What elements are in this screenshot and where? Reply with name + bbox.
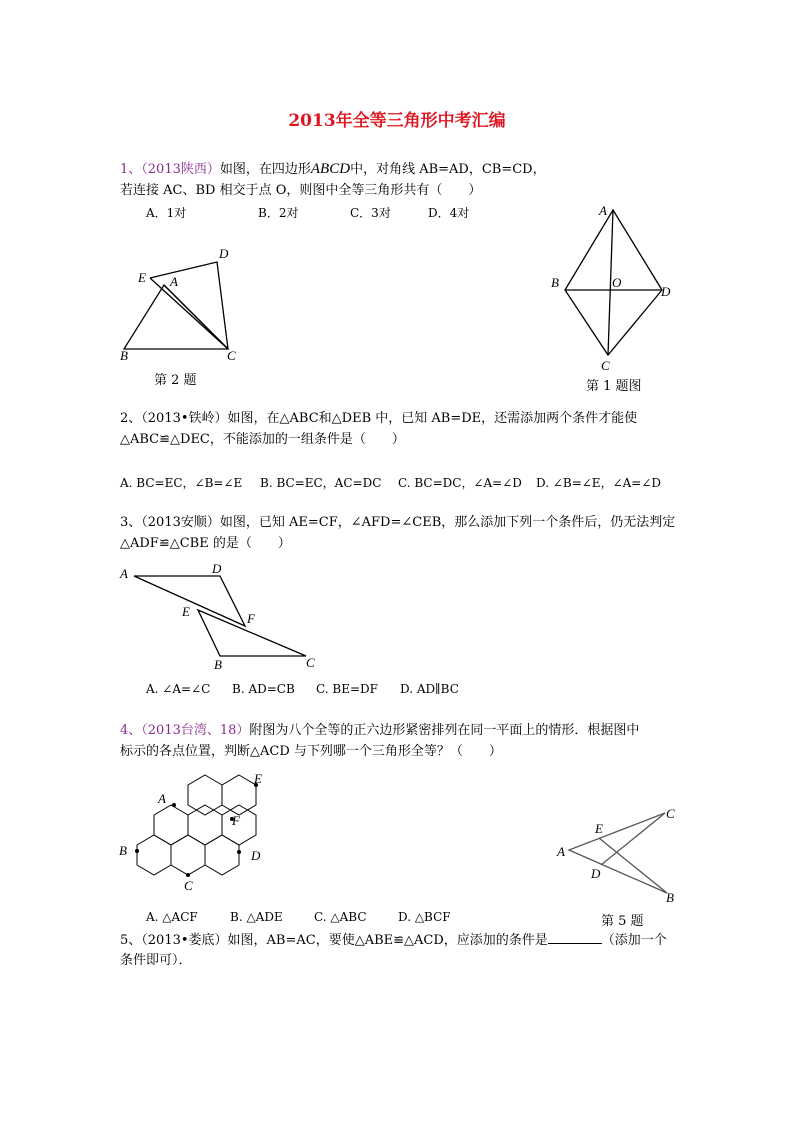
question-number: 3、 — [120, 515, 142, 530]
q1-option-b[interactable]: B．2对 — [258, 206, 299, 220]
q2-option-d[interactable]: D. ∠B=∠E，∠A=∠D — [536, 476, 662, 490]
question-text: 如图，已知 AE=CF，∠AFD=∠CEB，那么添加下列一个条件后，仍无法判定 — [219, 515, 676, 530]
q2-option-c[interactable]: C. BC=DC，∠A=∠D — [398, 476, 522, 490]
fig1-label-o: O — [612, 275, 622, 290]
fig3-label-a: A — [120, 566, 128, 581]
fig5-label-e: E — [595, 821, 603, 836]
fig3-label-b: B — [214, 657, 222, 672]
question-source: （2013安顺） — [141, 515, 220, 530]
question-5-line-2: 条件即可）． — [120, 953, 192, 968]
question-1-line-2: 若连接 AC、BD 相交于点 O，则图中全等三角形共有（ ） — [120, 183, 482, 198]
q2-option-b[interactable]: B. BC=EC，AC=DC — [260, 476, 382, 490]
question-text-cont: （添加一个 — [601, 933, 667, 948]
fig5-label-b: B — [666, 890, 674, 905]
q3-option-b[interactable]: B. AD=CB — [232, 682, 295, 696]
question-text: 如图，在△ABC和△DEB 中，已知 AB=DE，还需添加两个条件才能使 — [227, 411, 638, 426]
question-text-cont: 中，对角线 AB=AD，CB=CD， — [350, 162, 546, 177]
question-source: （2013陕西） — [141, 162, 220, 177]
question-source: （2013台湾、18） — [141, 723, 250, 738]
fig4-label-a: A — [158, 791, 166, 806]
question-2-line-1 — [120, 410, 637, 428]
hexagon — [137, 835, 171, 875]
question-number: 1、 — [120, 162, 142, 177]
question-text: 如图，AB=AC，要使△ABE≌△ACD，应添加的条件是 — [227, 933, 548, 948]
q4-option-a[interactable]: A. △ACF — [146, 910, 198, 924]
q4-option-d[interactable]: D. △BCF — [398, 910, 451, 924]
fig4-label-b: B — [119, 843, 127, 858]
question-4-line-1 — [120, 722, 639, 740]
shape-name: ABCD — [310, 161, 351, 177]
q1-option-a[interactable]: A．1对 — [146, 206, 187, 220]
question-number: 2、 — [120, 411, 142, 426]
fig4-label-c: C — [184, 878, 193, 893]
fig3-label-f: F — [247, 611, 255, 626]
q1-option-d[interactable]: D．4对 — [428, 206, 470, 220]
page-title: 2013年全等三角形中考汇编 — [288, 111, 506, 131]
q3-option-a[interactable]: A. ∠A=∠C — [146, 682, 211, 696]
fig2-label-b: B — [120, 348, 128, 363]
fig1-label-c: C — [601, 358, 610, 373]
question-3-line-1 — [120, 514, 675, 532]
figure-4-hexagon-diagram — [112, 770, 282, 895]
hexagon — [154, 805, 188, 845]
q3-option-c[interactable]: C. BE=DF — [316, 682, 378, 696]
fig2-label-c: C — [227, 348, 236, 363]
question-2-line-2: △ABC≌△DEC，不能添加的一组条件是（ ） — [120, 432, 405, 447]
question-source: （2013•铁岭） — [141, 411, 228, 426]
fig2-label-d: D — [219, 246, 229, 261]
question-3-line-2: △ADF≌△CBE 的是（ ） — [120, 536, 291, 551]
figure-5-caption: 第 5 题 — [601, 914, 644, 929]
figure-2-diagram — [110, 240, 250, 370]
question-5-line-1 — [120, 931, 667, 950]
fig3-label-c: C — [306, 655, 315, 670]
hexagon — [188, 805, 222, 845]
figure-5-diagram — [555, 805, 685, 905]
fig5-label-c: C — [666, 806, 675, 821]
q3-option-d[interactable]: D. AD∥BC — [400, 682, 459, 696]
question-text: 如图，在四边形 — [219, 162, 311, 177]
hexagon — [205, 835, 239, 875]
question-number: 5、 — [120, 933, 142, 948]
question-4-line-2: 标示的各点位置，判断△ACD 与下列哪一个三角形全等？（ ） — [120, 744, 502, 759]
fig5-label-d: D — [591, 866, 601, 881]
q2-option-a[interactable]: A. BC=EC，∠B=∠E — [120, 476, 243, 490]
question-1-line-1 — [120, 160, 546, 179]
fig5-label-a: A — [557, 844, 565, 859]
figure-3-diagram — [110, 556, 325, 674]
question-source: （2013•娄底） — [141, 933, 228, 948]
fig4-label-e: E — [254, 771, 262, 786]
fig1-label-b: B — [551, 275, 559, 290]
fig1-label-d: D — [661, 284, 671, 299]
fig2-label-a: A — [170, 274, 178, 289]
hexagon — [188, 775, 222, 815]
fig3-label-d: D — [212, 561, 222, 576]
q1-option-c[interactable]: C．3对 — [350, 206, 391, 220]
question-text: 附图为八个全等的正六边形紧密排列在同一平面上的情形．根据图中 — [249, 723, 640, 738]
figure-1-caption: 第 1 题图 — [586, 379, 642, 394]
fig4-label-f: F — [232, 813, 240, 828]
hexagon — [171, 835, 205, 875]
fig1-label-a: A — [599, 203, 607, 218]
answer-blank[interactable] — [548, 931, 602, 944]
q4-option-c[interactable]: C. △ABC — [314, 910, 367, 924]
q4-option-b[interactable]: B. △ADE — [230, 910, 283, 924]
question-number: 4、 — [120, 723, 142, 738]
hexagon — [222, 775, 256, 815]
figure-2-caption: 第 2 题 — [154, 373, 197, 388]
fig4-label-d: D — [251, 848, 261, 863]
fig3-label-e: E — [182, 604, 190, 619]
fig2-label-e: E — [138, 270, 146, 285]
figure-1-diagram — [545, 200, 680, 375]
